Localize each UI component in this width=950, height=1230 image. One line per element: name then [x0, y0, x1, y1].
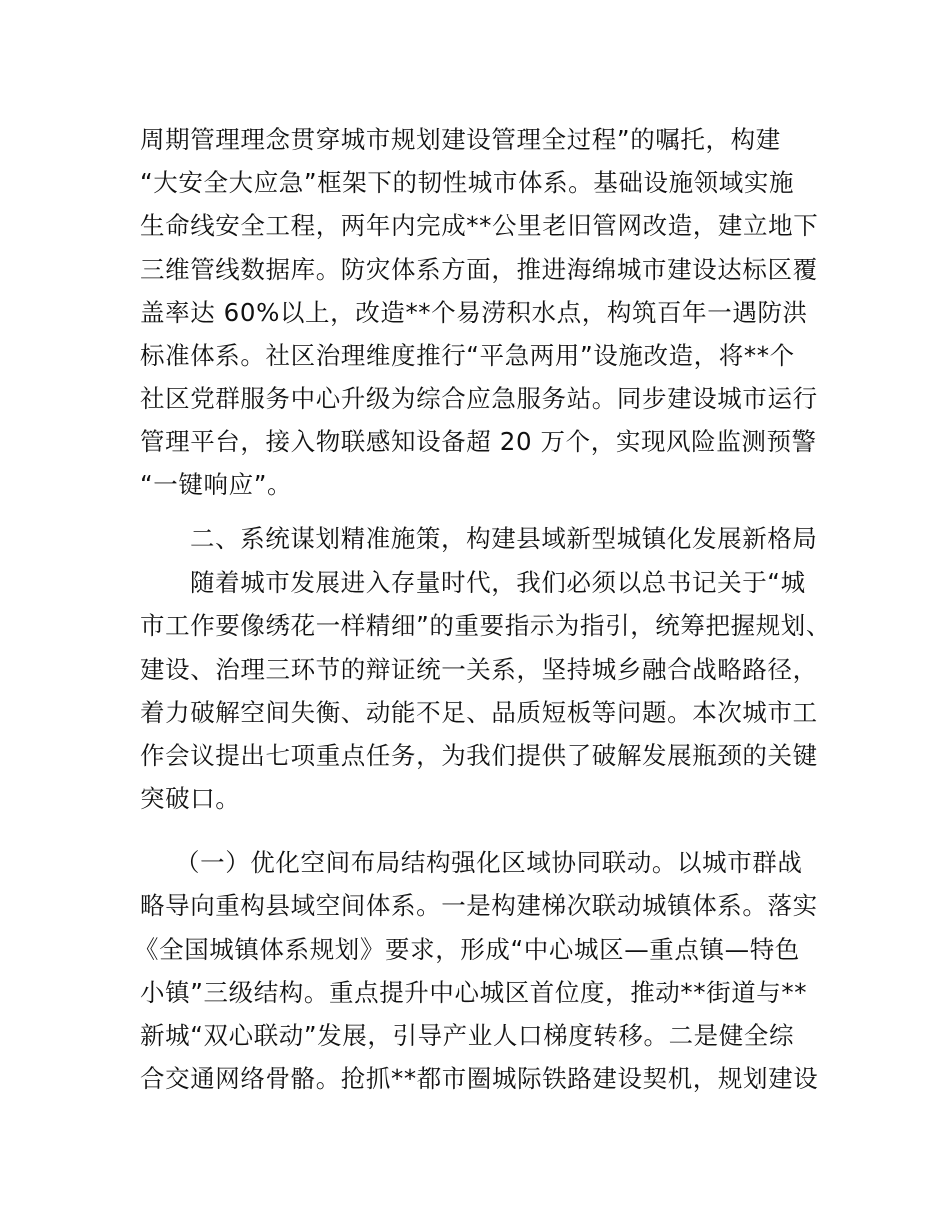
paragraph-1-line-8: 管理平台，接入物联感知设备超 20 万个，实现风险监测预警	[140, 427, 817, 456]
paragraph-3-line-1: （一）优化空间布局结构强化区域协同联动。以城市群战	[175, 848, 803, 877]
paragraph-2-line-5: 作会议提出七项重点任务，为我们提供了破解发展瓶颈的关键	[140, 741, 818, 770]
paragraph-1-line-7: 社区党群服务中心升级为综合应急服务站。同步建设城市运行	[140, 384, 818, 413]
paragraph-3-line-3: 《全国城镇体系规划》要求，形成“中心城区—重点镇—特色	[134, 935, 800, 964]
paragraph-2-line-6: 突破口。	[140, 784, 241, 813]
paragraph-1-line-1: 周期管理理念贯穿城市规划建设管理全过程”的嘱托，构建	[140, 125, 781, 154]
paragraph-3-line-5: 新城“双心联动”发展，引导产业人口梯度转移。二是健全综	[140, 1021, 795, 1050]
paragraph-1-line-4: 三维管线数据库。防灾体系方面，推进海绵城市建设达标区覆	[140, 255, 818, 284]
section-heading-2: 二、系统谋划精准施策，构建县域新型城镇化发展新格局	[190, 524, 818, 553]
paragraph-2-line-4: 着力破解空间失衡、动能不足、品质短板等问题。本次城市工	[140, 698, 818, 727]
paragraph-2-line-1: 随着城市发展进入存量时代，我们必须以总书记关于“城	[190, 568, 806, 597]
paragraph-1-line-9: “一键响应”。	[140, 470, 293, 499]
paragraph-1-line-6: 标准体系。社区治理维度推行“平急两用”设施改造，将**个	[140, 341, 795, 370]
paragraph-3-line-2: 略导向重构县域空间体系。一是构建梯次联动城镇体系。落实	[140, 891, 818, 920]
paragraph-3-line-6: 合交通网络骨骼。抢抓**都市圈城际铁路建设契机，规划建设	[140, 1064, 819, 1093]
paragraph-1-line-5: 盖率达 60%以上，改造**个易涝积水点，构筑百年一遇防洪	[140, 298, 808, 327]
paragraph-1-line-3: 生命线安全工程，两年内完成**公里老旧管网改造，建立地下	[140, 211, 819, 240]
paragraph-2-line-2: 市工作要像绣花一样精细”的重要指示为指引，统筹把握规划、	[140, 611, 831, 640]
paragraph-2-line-3: 建设、治理三环节的辩证统一关系，坚持城乡融合战略路径，	[140, 655, 818, 684]
paragraph-1-line-2: “大安全大应急”框架下的韧性城市体系。基础设施领域实施	[140, 168, 795, 197]
paragraph-3-line-4: 小镇”三级结构。重点提升中心城区首位度，推动**街道与**	[140, 978, 808, 1007]
